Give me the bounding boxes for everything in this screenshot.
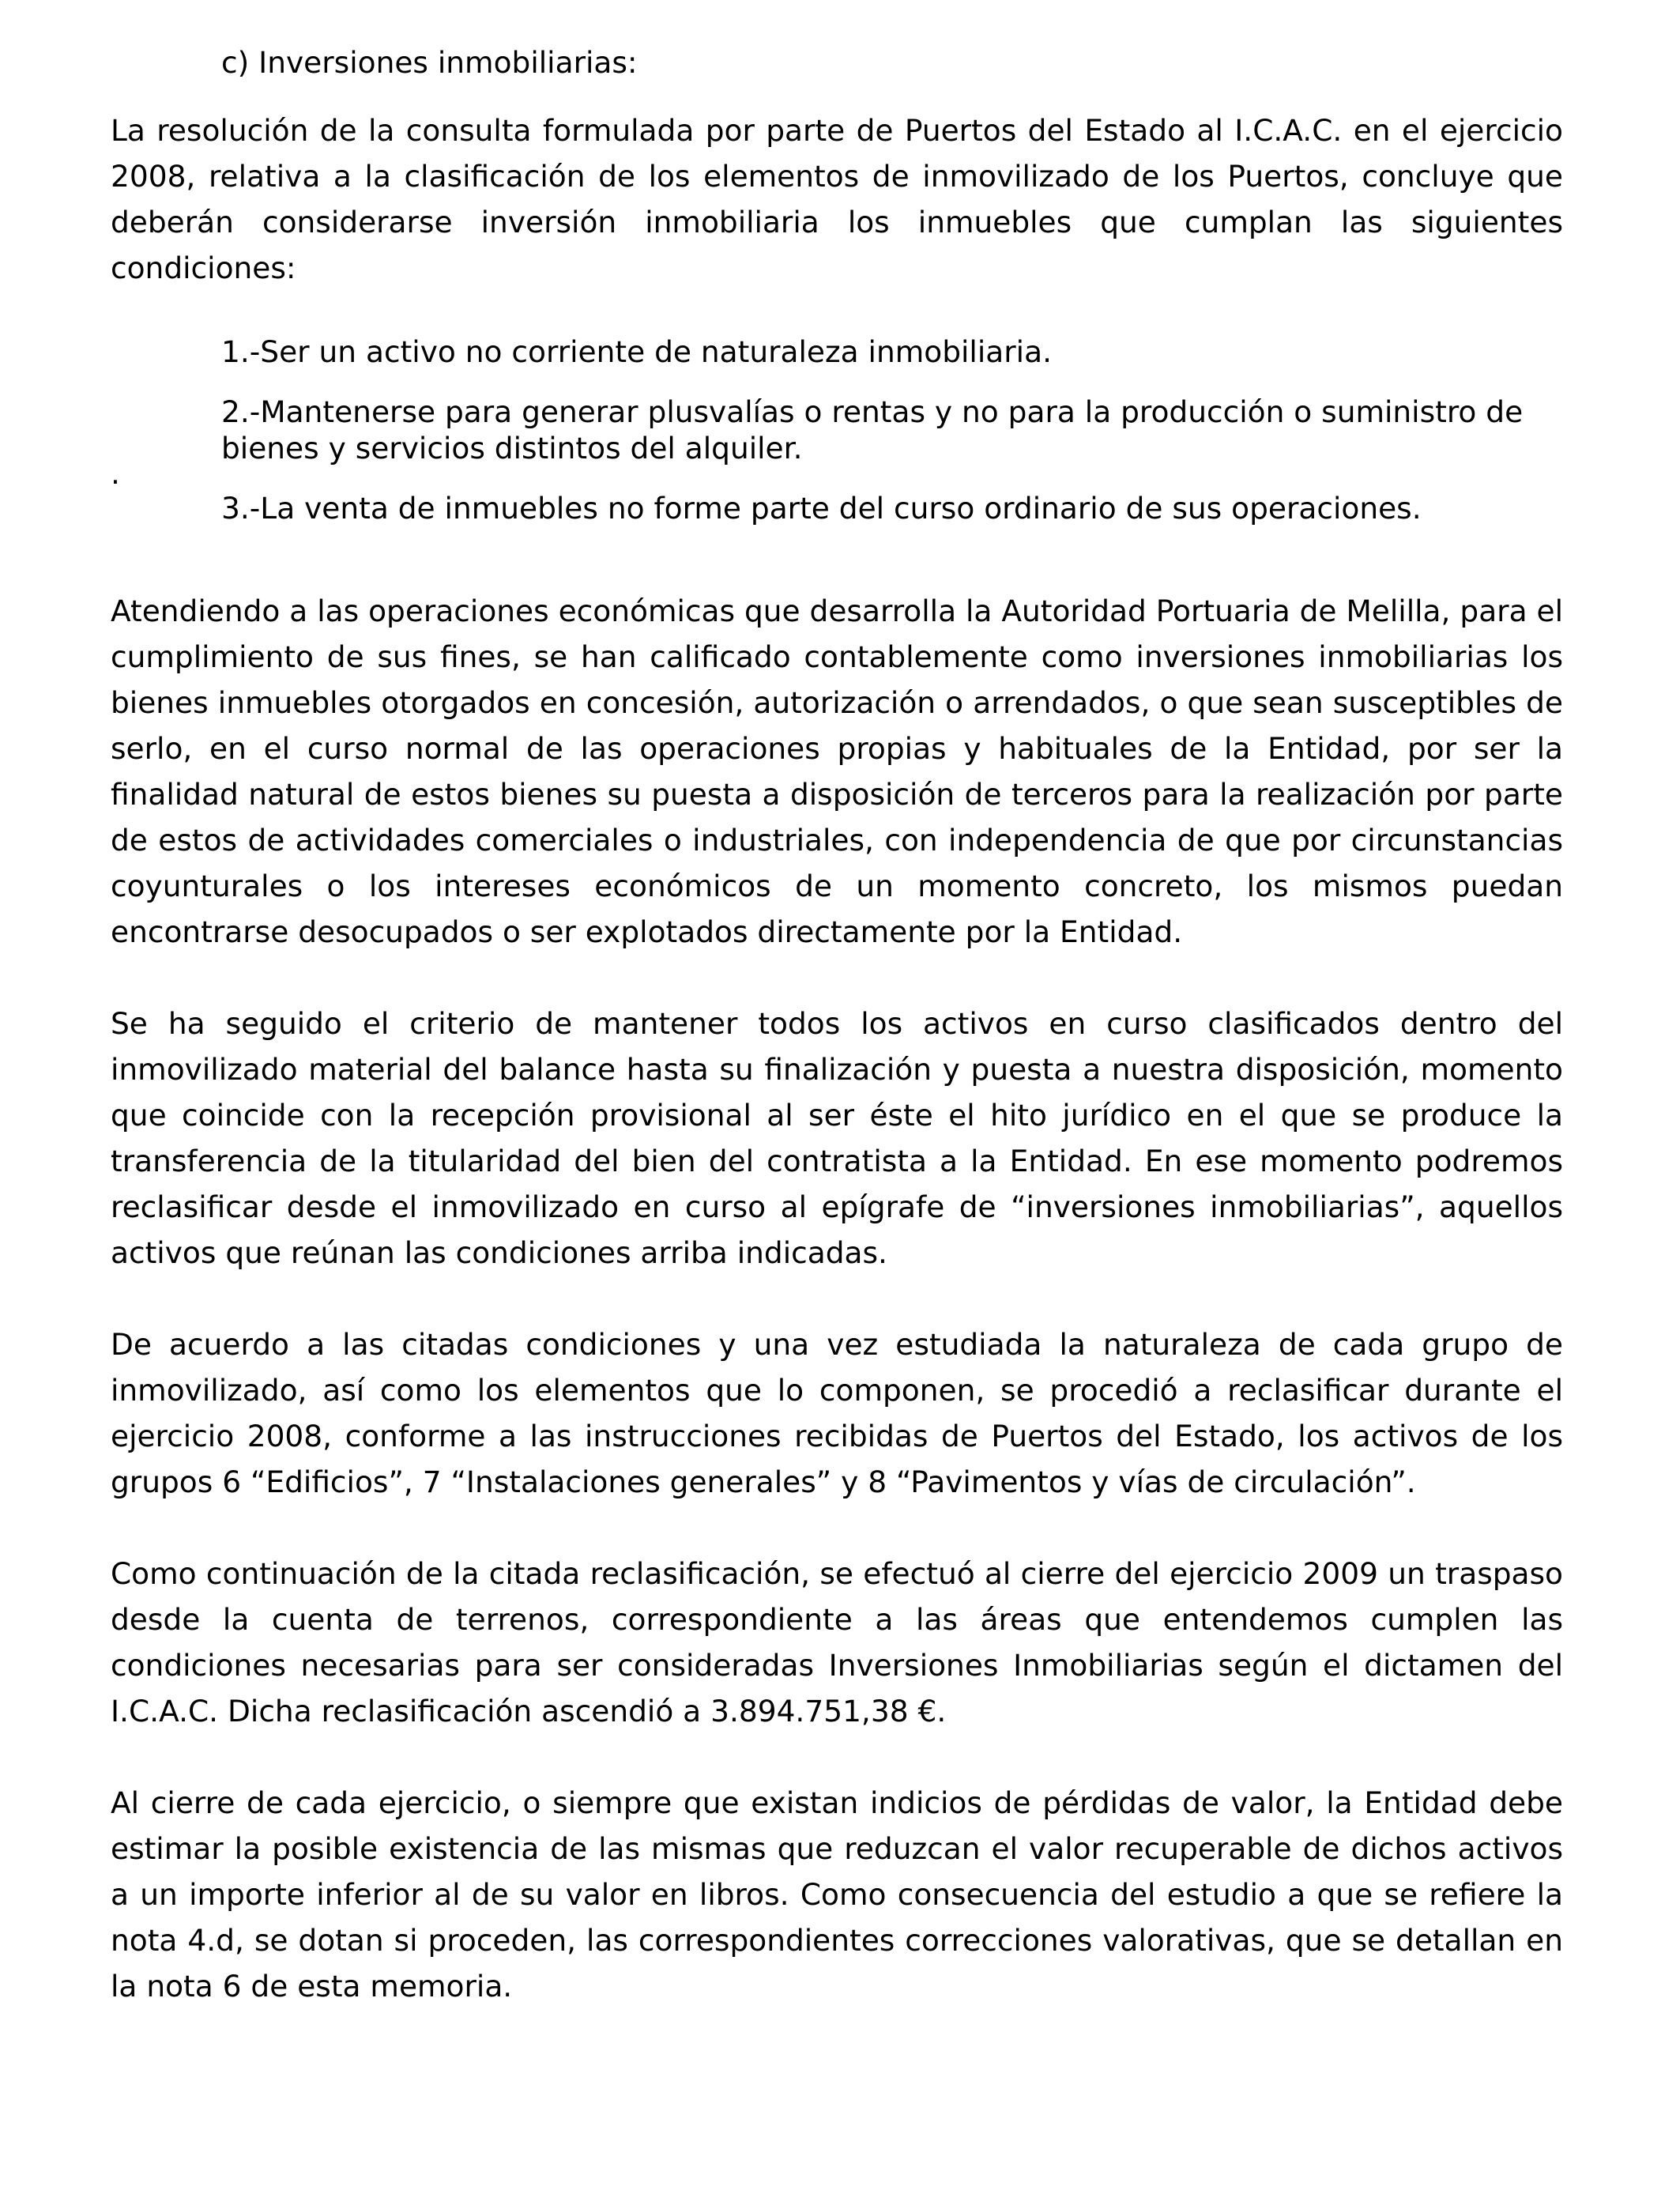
spacer (111, 955, 1563, 1001)
body-paragraph: Al cierre de cada ejercicio, o siempre que existan indicios de pérdidas de valor, la Entidad debe estimar la posible existencia de las mismas que reduzcan el valor recuperable de dichos activos a un importe inferior al de su valor en libros. Como consecuencia del estudio a que se refiere la nota 4.d, se dotan si proceden, las correspondientes correcciones valorativas, que se detallan en la nota 6 de esta memoria. (111, 1785, 1563, 2004)
body-paragraph: Se ha seguido el criterio de mantener todos los activos en curso clasificados dentro del inmovilizado material del balance hasta su finalización y puesta a nuestra disposición, momento que coincide con la recepción provisional al ser éste el hito jurídico en el que se produce la transferencia de la titularidad del bien del contratista a la Entidad. En ese momento podremos reclasificar desde el inmovilizado en curso al epígrafe de “inversiones inmobiliarias”, aquellos activos que reúnan las condiciones arriba indicadas. (111, 1006, 1563, 1270)
condition-text: 3.-La venta de inmuebles no forme parte del curso ordinario de sus operaciones. (221, 491, 1422, 526)
spacer (111, 1505, 1563, 1551)
spacer (111, 1276, 1563, 1321)
condition-item: 1.-Ser un activo no corriente de naturaleza inmobiliaria. (221, 334, 1052, 369)
body-paragraph: Como continuación de la citada reclasificación, se efectuó al cierre del ejercicio 2009 un traspaso desde la cuenta de terrenos, correspondiente a las áreas que entendemos cumplen las condiciones necesarias para ser consideradas Inversiones Inmobiliarias según el dictamen del I.C.A.C. Dicha reclasificación ascendió a 3.894.751,38 €. (111, 1556, 1563, 1728)
intro-paragraph: La resolución de la consulta formulada por parte de Puertos del Estado al I.C.A.C. en el ejercicio 2008, relativa a la clasificación de los elementos de inmovilizado de los Puertos, concluye que deberán considerarse inversión inmobiliaria los inmuebles que cumplan las siguientes condiciones: (111, 113, 1563, 285)
body-paragraph: Atendiendo a las operaciones económicas que desarrolla la Autoridad Portuaria de Melilla, para el cumplimiento de sus fines, se han calificado contablemente como inversiones inmobiliarias los bienes inmuebles otorgados en concesión, autorización o arrendados, o que sean susceptibles de serlo, en el curso normal de las operaciones propias y habituales de la Entidad, por ser la finalidad natural de estos bienes su puesta a disposición de terceros para la realización por parte de estos de actividades comerciales o industriales, con independencia de que por circunstancias coyunturales o los intereses económicos de un momento concreto, los mismos puedan encontrarse desocupados o ser explotados directamente por la Entidad. (111, 594, 1563, 949)
conditions-list (111, 334, 1563, 526)
body-paragraph: De acuerdo a las citadas condiciones y una vez estudiada la naturaleza de cada grupo de inmovilizado, así como los elementos que lo componen, se procedió a reclasificar durante el ejercicio 2008, conforme a las instrucciones recibidas de Puertos del Estado, los activos de los grupos 6 “Edificios”, 7 “Instalaciones generales” y 8 “Pavimentos y vías de circulación”. (111, 1327, 1563, 1499)
document-page (111, 40, 1563, 2009)
stray-mark: . (111, 456, 120, 491)
condition-item-with-mark (111, 456, 1563, 526)
spacer (111, 526, 1563, 588)
section-heading: c) Inversiones inmobiliarias: (221, 45, 638, 80)
spacer (111, 1734, 1563, 1780)
condition-item: 2.-Mantenerse para generar plusvalías o rentas y no para la producción o suministro de bienes y servicios distintos del alquiler. (221, 394, 1524, 466)
